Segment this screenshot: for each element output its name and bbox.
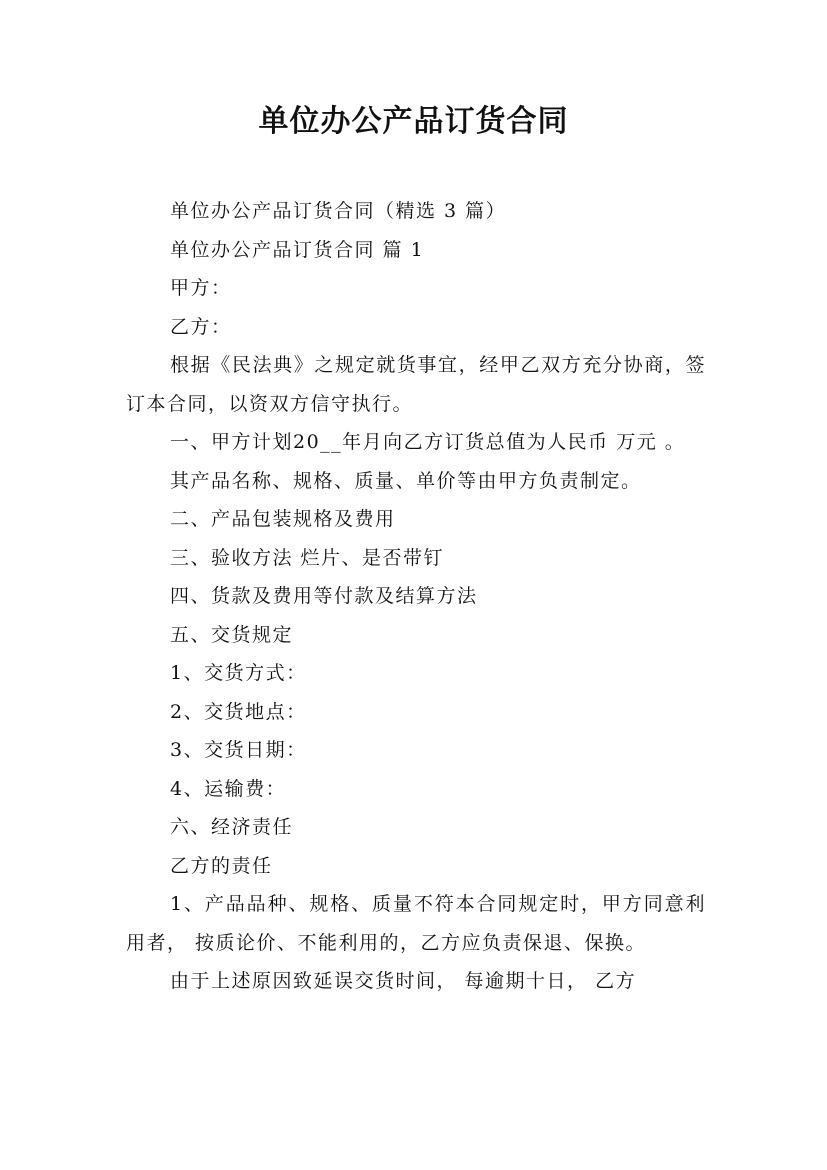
- paragraph-clause-6: 六、经济责任: [170, 816, 294, 838]
- paragraph-delivery-method: 1、交货方式：: [170, 662, 307, 684]
- paragraph-section-heading: 单位办公产品订货合同 篇 1: [170, 238, 425, 261]
- document-body: [126, 192, 706, 1001]
- paragraph-party-a: 甲方：: [170, 277, 232, 299]
- paragraph-shipping-fee: 4、运输费：: [170, 777, 287, 800]
- paragraph-responsibility-1: 1、产品品种、规格、质量不符本合同规定时，甲方同意利用者， 按质论价、不能利用的，乙方应负责保退、保换。: [126, 893, 706, 954]
- paragraph-clause-1: 一、甲方计划20__年月向乙方订货总值为人民币 万元 。: [170, 431, 686, 453]
- paragraph-clause-2: 二、产品包装规格及费用: [170, 508, 396, 530]
- paragraph-party-b-responsibility: 乙方的责任: [170, 854, 273, 877]
- paragraph-delivery-date: 3、交货日期：: [170, 739, 307, 761]
- paragraph-preamble: 根据《民法典》之规定就货事宜，经甲乙双方充分协商，签订本合同，以资双方信守执行。: [126, 354, 706, 415]
- paragraph-party-b: 乙方：: [170, 315, 232, 338]
- paragraph-clause-4: 四、货款及费用等付款及结算方法: [170, 585, 478, 607]
- paragraph-delay-penalty: 由于上述原因致延误交货时间， 每逾期十日， 乙方: [170, 970, 637, 992]
- paragraph-clause-3: 三、验收方法 烂片、是否带钉: [170, 546, 445, 569]
- document-title: 单位办公产品订货合同: [258, 104, 569, 139]
- paragraph-delivery-location: 2、交货地点：: [170, 700, 307, 723]
- paragraph-clause-1-detail: 其产品名称、规格、质量、单价等由甲方负责制定。: [170, 469, 642, 492]
- paragraph-subtitle: 单位办公产品订货合同（精选 3 篇）: [170, 200, 507, 222]
- paragraph-clause-5: 五、交货规定: [170, 623, 294, 646]
